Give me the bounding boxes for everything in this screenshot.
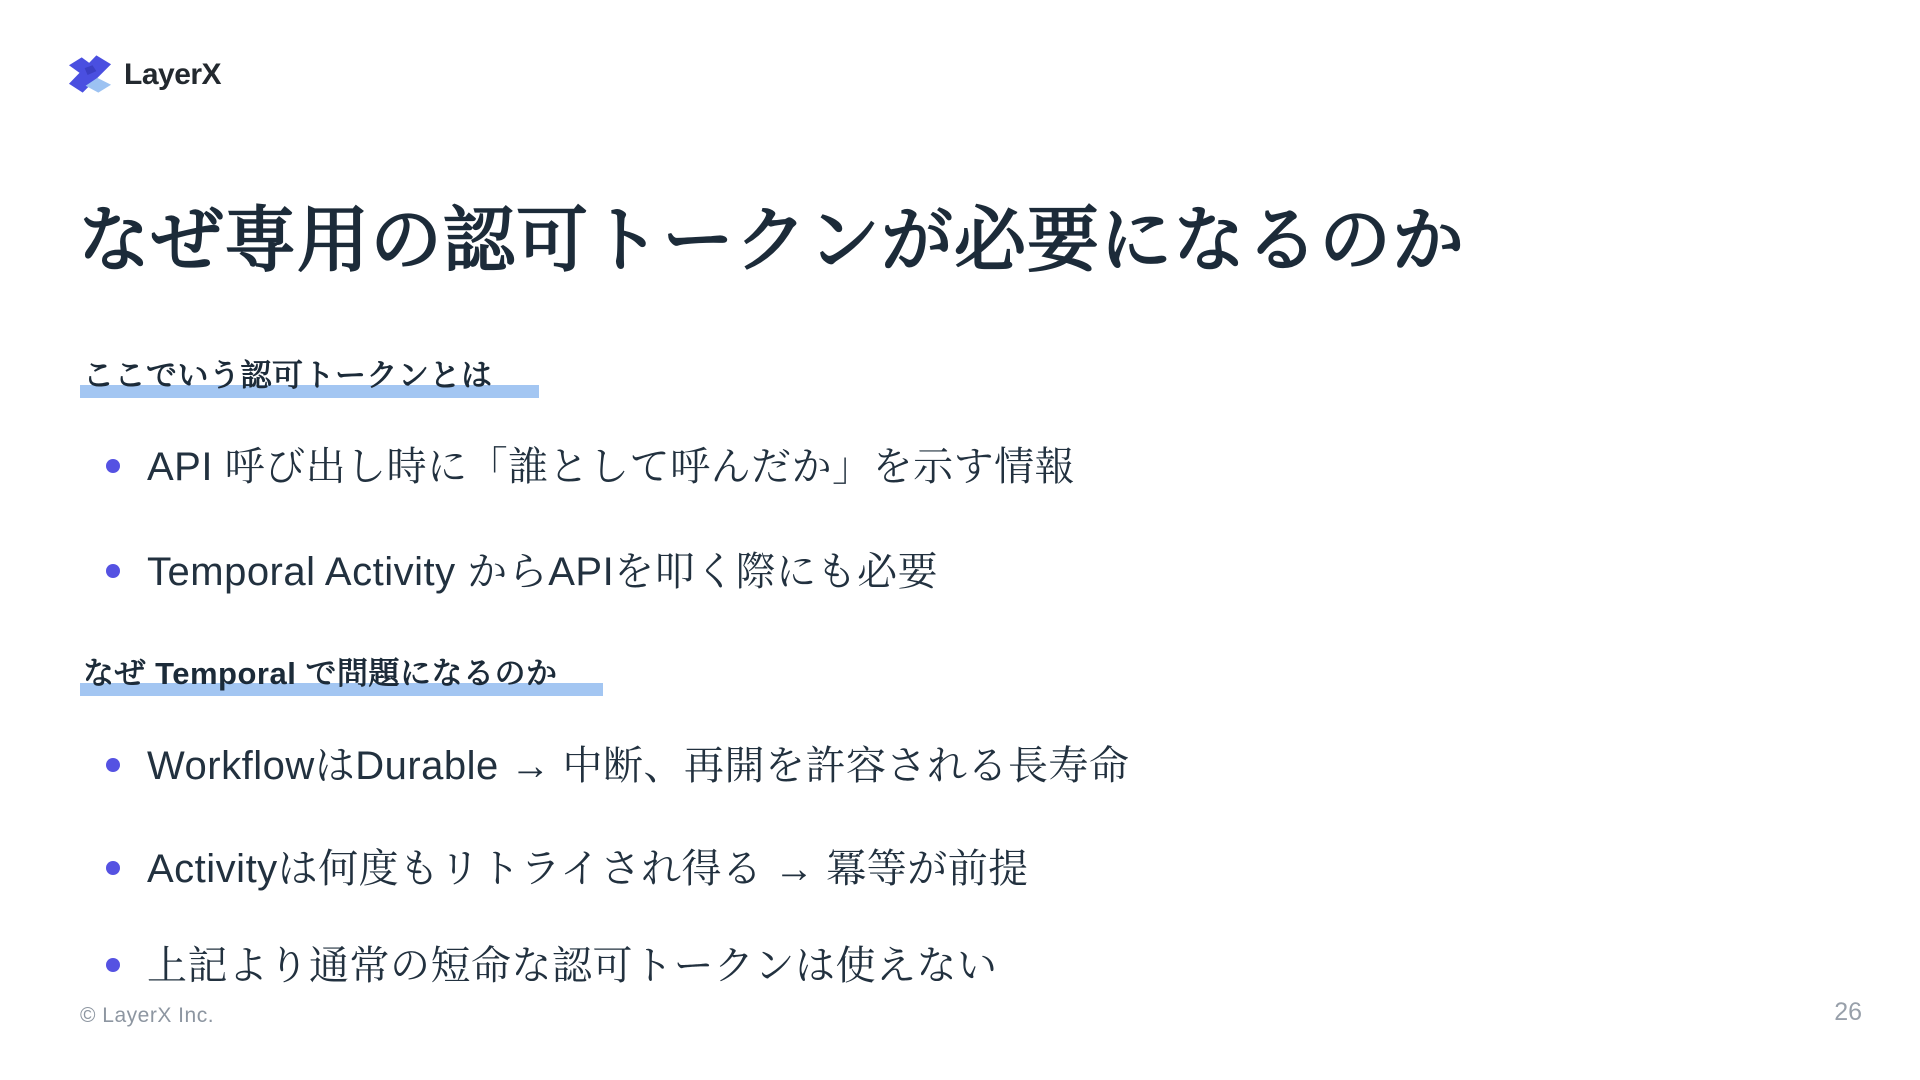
bullet-text: Activityは何度もリトライされ得る → 冪等が前提: [147, 847, 1029, 891]
section-heading-highlight: なぜ Temporal で問題になるのか: [80, 648, 603, 696]
layerx-logo-text: LayerX: [124, 58, 222, 91]
bullet-dot-icon: [106, 861, 120, 875]
bullet-text: Temporal Activity からAPIを叩く際にも必要: [147, 550, 939, 594]
bullet-text: WorkflowはDurable → 中断、再開を許容される長寿命: [147, 744, 1130, 788]
bullet-dot-icon: [106, 459, 120, 473]
page-number: 26: [1834, 998, 1862, 1026]
list-item: [106, 740, 1130, 792]
slide-title: なぜ専用の認可トークンが必要になるのか: [78, 201, 1466, 281]
bullet-dot-icon: [106, 758, 120, 772]
footer-copyright: © LayerX Inc.: [80, 1004, 215, 1027]
bullet-text: 上記より通常の短命な認可トークンは使えない: [147, 944, 998, 988]
layerx-logo: [68, 54, 221, 96]
section-heading-highlight: ここでいう認可トークンとは: [80, 350, 539, 398]
list-item: [106, 546, 938, 598]
layerx-logo-icon: [68, 54, 113, 96]
bullet-text: API 呼び出し時に「誰として呼んだか」を示す情報: [147, 445, 1076, 489]
bullet-dot-icon: [106, 958, 120, 972]
list-item: [106, 843, 1029, 895]
section-heading-temporal-problem: [80, 648, 603, 696]
bullet-dot-icon: [106, 564, 120, 578]
section-heading-token-definition: [80, 350, 539, 398]
list-item: [106, 441, 1075, 493]
list-item: [106, 940, 998, 992]
